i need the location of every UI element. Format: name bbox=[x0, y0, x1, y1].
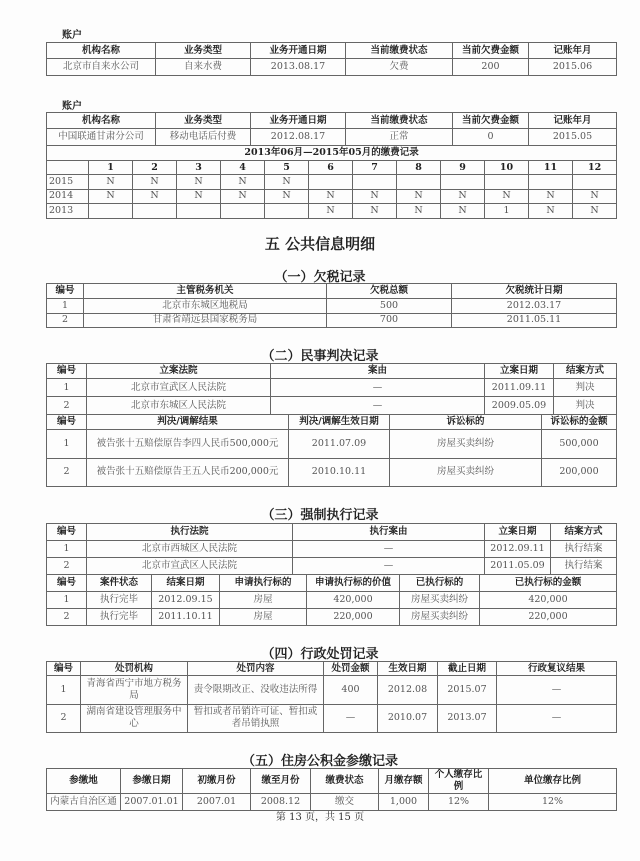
table-cell: 1 bbox=[47, 379, 87, 397]
table-cell: 200 bbox=[453, 59, 529, 76]
table-row bbox=[47, 609, 617, 626]
table-cell: — bbox=[497, 676, 617, 705]
table-cell: 1 bbox=[47, 430, 87, 459]
table-cell: 2015 bbox=[47, 175, 89, 190]
table-cell: 2 bbox=[47, 397, 87, 415]
table-cell bbox=[133, 204, 177, 219]
table-cell: 2011.10.11 bbox=[152, 609, 220, 626]
table-row bbox=[47, 189, 617, 204]
table-cell: 2 bbox=[47, 558, 87, 575]
table-cell: 1 bbox=[47, 541, 87, 558]
table-cell: 移动电话后付费 bbox=[156, 129, 251, 146]
table-cell: 2012.08 bbox=[378, 676, 438, 705]
column-header: 月缴存额 bbox=[379, 769, 429, 794]
column-header: 业务开通日期 bbox=[251, 43, 346, 59]
table-cell: 2012.08.17 bbox=[251, 129, 346, 146]
column-header: 业务类型 bbox=[156, 113, 251, 129]
column-header: 截止日期 bbox=[438, 662, 497, 676]
column-header: 已执行标的 bbox=[400, 575, 480, 592]
table-cell: 200,000 bbox=[542, 458, 617, 487]
table-cell: 2012.09.11 bbox=[485, 541, 551, 558]
table-cell: N bbox=[265, 189, 309, 204]
table-cell: — bbox=[293, 541, 485, 558]
table-cell bbox=[89, 204, 133, 219]
column-header: 机构名称 bbox=[47, 113, 156, 129]
column-header: 当前欠费金额 bbox=[453, 43, 529, 59]
table-cell: 北京市宣武区人民法院 bbox=[87, 379, 271, 397]
table-cell: 执行结案 bbox=[551, 541, 617, 558]
table-cell: 2014 bbox=[47, 189, 89, 204]
enforcement-title: （三）强制执行记录 bbox=[261, 508, 379, 523]
table-cell: 2010.07 bbox=[378, 704, 438, 733]
table-cell bbox=[309, 175, 353, 190]
table-cell: N bbox=[309, 204, 353, 219]
tax-title: （一）欠税记录 bbox=[274, 270, 366, 285]
column-header: 欠税总额 bbox=[327, 284, 452, 299]
table-cell: 房屋买卖纠纷 bbox=[390, 430, 542, 459]
header-row bbox=[47, 769, 617, 794]
table-cell: 500,000 bbox=[542, 430, 617, 459]
table-cell: 房屋 bbox=[220, 609, 307, 626]
table-cell: 12% bbox=[429, 794, 489, 811]
column-header: 编号 bbox=[47, 284, 84, 299]
account-table-telecom bbox=[46, 112, 617, 146]
column-header: 2 bbox=[133, 161, 177, 175]
table-cell: 执行完毕 bbox=[87, 609, 152, 626]
column-header: 当前缴费状态 bbox=[346, 113, 453, 129]
table-cell: N bbox=[397, 189, 441, 204]
column-header: 生效日期 bbox=[378, 662, 438, 676]
table-row bbox=[47, 129, 617, 146]
column-header: 诉讼标的 bbox=[390, 415, 542, 430]
table-cell: 700 bbox=[327, 313, 452, 328]
table-cell: 2 bbox=[47, 704, 81, 733]
column-header: 记账年月 bbox=[529, 43, 617, 59]
table-cell: 2012.03.17 bbox=[452, 299, 617, 314]
tax-table bbox=[46, 283, 617, 328]
column-header: 初缴月份 bbox=[183, 769, 251, 794]
table-cell: 1 bbox=[47, 676, 81, 705]
table-cell: 420,000 bbox=[307, 592, 400, 609]
table-cell: 北京市东城区人民法院 bbox=[87, 397, 271, 415]
column-header: 案件状态 bbox=[87, 575, 152, 592]
table-cell: 220,000 bbox=[480, 609, 617, 626]
table-cell: 判决 bbox=[554, 397, 617, 415]
column-header bbox=[47, 161, 89, 175]
admin-title: （四）行政处罚记录 bbox=[261, 647, 379, 662]
table-cell: 房屋买卖纠纷 bbox=[400, 592, 480, 609]
table-cell: 2012.09.15 bbox=[152, 592, 220, 609]
column-header: 判决/调解结果 bbox=[87, 415, 289, 430]
column-header: 个人缴存比例 bbox=[429, 769, 489, 794]
table-cell: 1 bbox=[47, 299, 84, 314]
civil-title: （二）民事判决记录 bbox=[261, 349, 379, 364]
table-row bbox=[47, 430, 617, 459]
table-cell: — bbox=[324, 704, 378, 733]
account-table-water bbox=[46, 42, 617, 76]
table-cell: 执行结案 bbox=[551, 558, 617, 575]
table-cell: 500 bbox=[327, 299, 452, 314]
table-cell: N bbox=[133, 175, 177, 190]
table-cell: 2015.05 bbox=[529, 129, 617, 146]
column-header: 立案法院 bbox=[87, 364, 271, 379]
column-header: 参缴地 bbox=[47, 769, 121, 794]
table-cell: 2010.10.11 bbox=[289, 458, 390, 487]
table-cell: 执行完毕 bbox=[87, 592, 152, 609]
table-cell: 2007.01.01 bbox=[121, 794, 183, 811]
table-cell: 2015.07 bbox=[438, 676, 497, 705]
table-cell: 中国联通甘肃分公司 bbox=[47, 129, 156, 146]
housing-fund-table bbox=[46, 768, 617, 811]
column-header: 3 bbox=[177, 161, 221, 175]
column-header: 申请执行标的 bbox=[220, 575, 307, 592]
table-cell: — bbox=[293, 558, 485, 575]
table-cell: — bbox=[271, 379, 485, 397]
table-cell: 缴交 bbox=[311, 794, 379, 811]
column-header: 11 bbox=[529, 161, 573, 175]
table-cell: 2 bbox=[47, 609, 87, 626]
column-header: 处罚内容 bbox=[188, 662, 324, 676]
account-label: 账户 bbox=[62, 101, 82, 112]
table-cell: 北京市宣武区人民法院 bbox=[87, 558, 293, 575]
column-header: 执行法院 bbox=[87, 524, 293, 541]
table-cell: N bbox=[353, 204, 397, 219]
housing-fund-title: （五）住房公积金参缴记录 bbox=[241, 754, 398, 769]
column-header: 结案方式 bbox=[551, 524, 617, 541]
table-cell: 北京市西城区人民法院 bbox=[87, 541, 293, 558]
table-cell: N bbox=[177, 189, 221, 204]
table-row bbox=[47, 59, 617, 76]
table-cell: N bbox=[573, 204, 617, 219]
column-header: 诉讼标的金额 bbox=[542, 415, 617, 430]
column-header: 5 bbox=[265, 161, 309, 175]
column-header: 记账年月 bbox=[529, 113, 617, 129]
payment-title: 2013年06月—2015年05月的缴费记录 bbox=[47, 146, 617, 161]
table-cell: 1 bbox=[47, 592, 87, 609]
table-cell: 2011.05.11 bbox=[452, 313, 617, 328]
table-cell: 12% bbox=[489, 794, 617, 811]
table-cell: N bbox=[441, 189, 485, 204]
column-header: 参缴日期 bbox=[121, 769, 183, 794]
table-cell: N bbox=[221, 175, 265, 190]
header-row bbox=[47, 161, 617, 175]
table-row bbox=[47, 379, 617, 397]
column-header: 判决/调解生效日期 bbox=[289, 415, 390, 430]
column-header: 7 bbox=[353, 161, 397, 175]
table-cell: 青海省西宁市地方税务局 bbox=[81, 676, 188, 705]
table-row bbox=[47, 458, 617, 487]
account-label: 账户 bbox=[62, 30, 82, 41]
civil-cases-table bbox=[46, 363, 617, 415]
column-header: 案由 bbox=[271, 364, 485, 379]
table-cell bbox=[265, 204, 309, 219]
column-header: 6 bbox=[309, 161, 353, 175]
table-cell: 220,000 bbox=[307, 609, 400, 626]
header-row bbox=[47, 575, 617, 592]
column-header: 编号 bbox=[47, 575, 87, 592]
table-cell bbox=[573, 175, 617, 190]
table-cell: 甘肃省靖远县国家税务局 bbox=[84, 313, 327, 328]
column-header: 12 bbox=[573, 161, 617, 175]
table-cell: N bbox=[397, 204, 441, 219]
column-header: 机构名称 bbox=[47, 43, 156, 59]
table-cell bbox=[177, 204, 221, 219]
column-header: 单位缴存比例 bbox=[489, 769, 617, 794]
page-number: 第 13 页，共 15 页 bbox=[275, 812, 365, 823]
column-header: 业务开通日期 bbox=[251, 113, 346, 129]
table-cell bbox=[353, 175, 397, 190]
civil-results-table bbox=[46, 414, 617, 487]
column-header: 编号 bbox=[47, 662, 81, 676]
column-header: 编号 bbox=[47, 415, 87, 430]
table-cell: N bbox=[133, 189, 177, 204]
table-cell: 2009.05.09 bbox=[485, 397, 554, 415]
column-header: 9 bbox=[441, 161, 485, 175]
table-cell bbox=[221, 204, 265, 219]
column-header: 编号 bbox=[47, 364, 87, 379]
table-cell: N bbox=[177, 175, 221, 190]
column-header: 立案日期 bbox=[485, 524, 551, 541]
table-cell: N bbox=[353, 189, 397, 204]
table-row bbox=[47, 204, 617, 219]
column-header: 立案日期 bbox=[485, 364, 554, 379]
table-cell: N bbox=[529, 204, 573, 219]
table-row bbox=[47, 397, 617, 415]
column-header: 缴费状态 bbox=[311, 769, 379, 794]
column-header: 主管税务机关 bbox=[84, 284, 327, 299]
table-cell: 1 bbox=[485, 204, 529, 219]
table-row bbox=[47, 676, 617, 705]
column-header: 结案方式 bbox=[554, 364, 617, 379]
table-cell: 2008.12 bbox=[251, 794, 311, 811]
enforcement-status-table bbox=[46, 574, 617, 626]
table-cell: 2013 bbox=[47, 204, 89, 219]
table-row bbox=[47, 558, 617, 575]
table-cell: 房屋 bbox=[220, 592, 307, 609]
table-cell: 责令限期改正、没收违法所得 bbox=[188, 676, 324, 705]
column-header: 行政复议结果 bbox=[497, 662, 617, 676]
column-header: 4 bbox=[221, 161, 265, 175]
table-cell: 自来水费 bbox=[156, 59, 251, 76]
header-row bbox=[47, 415, 617, 430]
table-row bbox=[47, 541, 617, 558]
table-cell: N bbox=[573, 189, 617, 204]
payment-record-table bbox=[46, 145, 617, 219]
table-cell: 房屋买卖纠纷 bbox=[400, 609, 480, 626]
table-cell: 内蒙古自治区通 bbox=[47, 794, 121, 811]
column-header: 当前欠费金额 bbox=[453, 113, 529, 129]
header-row bbox=[47, 364, 617, 379]
table-row bbox=[47, 313, 617, 328]
column-header: 执行案由 bbox=[293, 524, 485, 541]
table-cell bbox=[397, 175, 441, 190]
table-cell: — bbox=[271, 397, 485, 415]
header-row bbox=[47, 524, 617, 541]
table-cell: — bbox=[497, 704, 617, 733]
table-row bbox=[47, 704, 617, 733]
table-cell: 欠费 bbox=[346, 59, 453, 76]
table-cell: 被告张十五赔偿原告王五人民币200,000元 bbox=[87, 458, 289, 487]
table-cell: 2013.07 bbox=[438, 704, 497, 733]
table-cell: 2007.01 bbox=[183, 794, 251, 811]
table-cell: 2011.09.11 bbox=[485, 379, 554, 397]
table-cell: N bbox=[529, 189, 573, 204]
table-cell: 北京市自来水公司 bbox=[47, 59, 156, 76]
column-header: 10 bbox=[485, 161, 529, 175]
column-header: 结案日期 bbox=[152, 575, 220, 592]
table-cell: 400 bbox=[324, 676, 378, 705]
table-row bbox=[47, 299, 617, 314]
column-header: 编号 bbox=[47, 524, 87, 541]
table-cell: N bbox=[89, 189, 133, 204]
table-cell: 2015.06 bbox=[529, 59, 617, 76]
table-row bbox=[47, 175, 617, 190]
header-row bbox=[47, 662, 617, 676]
admin-penalty-table bbox=[46, 661, 617, 733]
header-row bbox=[47, 43, 617, 59]
header-row bbox=[47, 113, 617, 129]
header-row bbox=[47, 284, 617, 299]
table-cell bbox=[441, 175, 485, 190]
table-cell: 湖南省建设管理服务中心 bbox=[81, 704, 188, 733]
table-cell bbox=[529, 175, 573, 190]
table-cell: 2 bbox=[47, 313, 84, 328]
table-row bbox=[47, 592, 617, 609]
table-cell bbox=[485, 175, 529, 190]
table-cell: 2011.05.09 bbox=[485, 558, 551, 575]
table-cell: 房屋买卖纠纷 bbox=[390, 458, 542, 487]
table-cell: 2011.07.09 bbox=[289, 430, 390, 459]
table-cell: 1,000 bbox=[379, 794, 429, 811]
table-cell: N bbox=[485, 189, 529, 204]
column-header: 处罚机构 bbox=[81, 662, 188, 676]
enforcement-cases-table bbox=[46, 523, 617, 575]
table-cell: N bbox=[221, 189, 265, 204]
table-cell: 2013.08.17 bbox=[251, 59, 346, 76]
payment-title-row bbox=[47, 146, 617, 161]
table-cell: N bbox=[309, 189, 353, 204]
table-cell: 北京市东城区地税局 bbox=[84, 299, 327, 314]
column-header: 缴至月份 bbox=[251, 769, 311, 794]
table-cell: 正常 bbox=[346, 129, 453, 146]
table-cell: 0 bbox=[453, 129, 529, 146]
column-header: 处罚金额 bbox=[324, 662, 378, 676]
table-cell: 被告张十五赔偿原告李四人民币500,000元 bbox=[87, 430, 289, 459]
column-header: 当前缴费状态 bbox=[346, 43, 453, 59]
column-header: 欠税统计日期 bbox=[452, 284, 617, 299]
table-cell: N bbox=[89, 175, 133, 190]
column-header: 1 bbox=[89, 161, 133, 175]
table-cell: 判决 bbox=[554, 379, 617, 397]
table-cell: 420,000 bbox=[480, 592, 617, 609]
table-cell: N bbox=[265, 175, 309, 190]
column-header: 已执行标的金额 bbox=[480, 575, 617, 592]
column-header: 业务类型 bbox=[156, 43, 251, 59]
section-title: 五 公共信息明细 bbox=[264, 235, 376, 253]
column-header: 8 bbox=[397, 161, 441, 175]
table-cell: 2 bbox=[47, 458, 87, 487]
table-cell: N bbox=[441, 204, 485, 219]
table-cell: 暂扣或者吊销许可证、暂扣或者吊销执照 bbox=[188, 704, 324, 733]
column-header: 申请执行标的价值 bbox=[307, 575, 400, 592]
